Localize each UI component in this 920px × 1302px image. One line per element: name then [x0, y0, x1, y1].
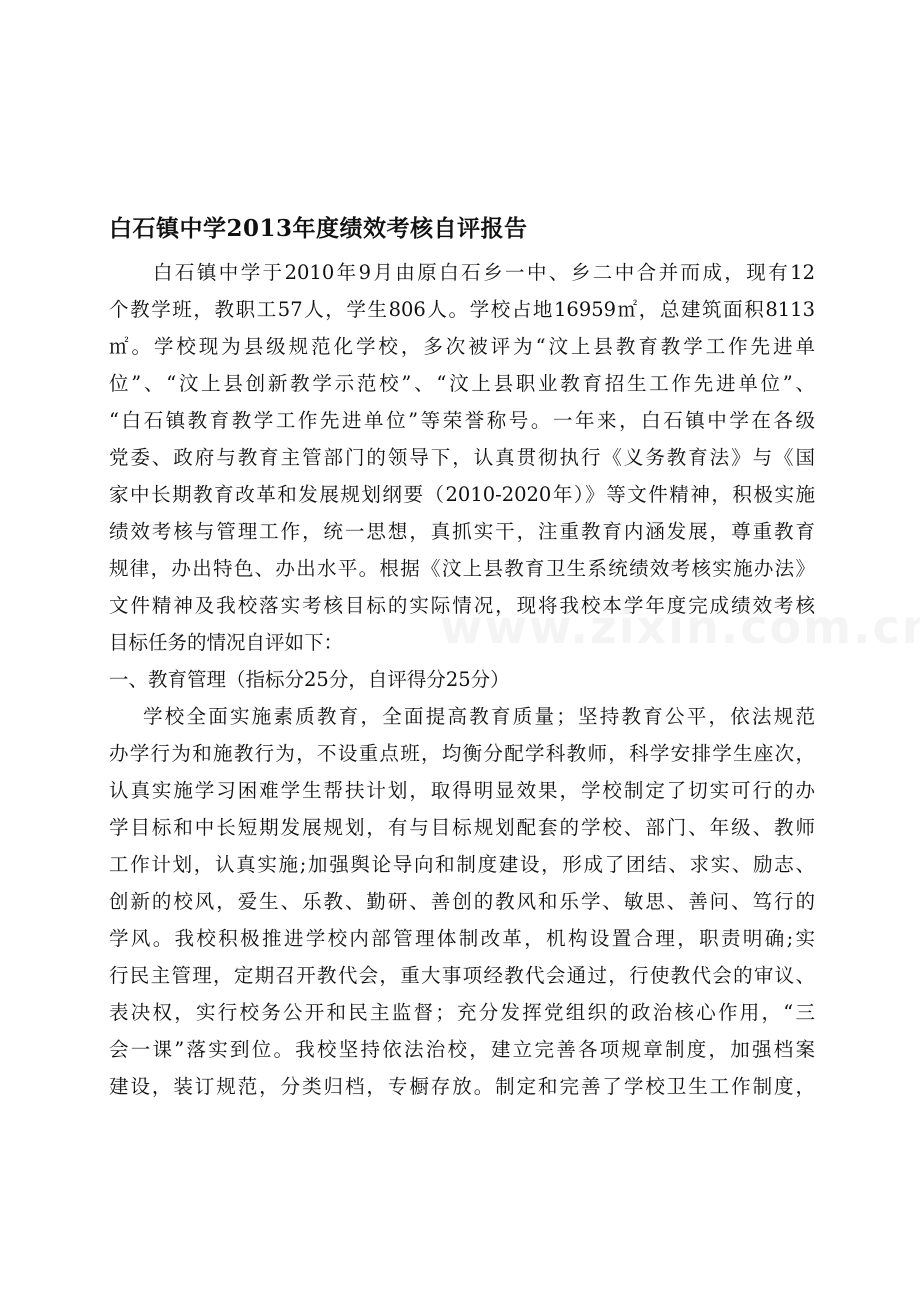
section-line: 工作计划，认真实施;加强舆论导向和制度建设，形成了团结、求实、励志、 [109, 853, 815, 876]
intro-line: 位”、“汶上县创新教学示范校”、“汶上县职业教育招生工作先进单位”、 [109, 372, 815, 395]
intro-line: 个教学班，教职工57人，学生806人。学校占地16959㎡，总建筑面积8113 [109, 298, 815, 321]
section-line: 行民主管理，定期召开教代会，重大事项经教代会通过，行使教代会的审议、 [109, 964, 815, 987]
section-line: 建设，装订规范，分类归档，专橱存放。制定和完善了学校卫生工作制度， [109, 1075, 815, 1098]
intro-line: ㎡。学校现为县级规范化学校，多次被评为“汶上县教育教学工作先进单 [109, 335, 815, 358]
intro-line: 文件精神及我校落实考核目标的实际情况，现将我校本学年度完成绩效考核 [109, 594, 815, 617]
intro-line: 目标任务的情况自评如下： [109, 631, 344, 654]
intro-line: 规律，办出特色、办出水平。根据《汶上县教育卫生系统绩效考核实施办法》 [109, 557, 815, 580]
intro-line: 绩效考核与管理工作，统一思想，真抓实干，注重教育内涵发展，尊重教育 [109, 520, 815, 543]
section-heading: 一、教育管理（指标分25分，自评得分25分） [109, 668, 510, 691]
section-line: 表决权，实行校务公开和民主监督；充分发挥党组织的政治核心作用，“三 [109, 1001, 815, 1024]
document-title: 白石镇中学2013年度绩效考核自评报告 [109, 215, 528, 242]
section-line: 认真实施学习困难学生帮扶计划，取得明显效果，学校制定了切实可行的办 [109, 779, 815, 802]
section-line: 学校全面实施素质教育，全面提高教育质量；坚持教育公平，依法规范 [143, 705, 815, 728]
intro-line: “白石镇教育教学工作先进单位”等荣誉称号。一年来，白石镇中学在各级 [109, 409, 815, 432]
intro-line: 党委、政府与教育主管部门的领导下，认真贯彻执行《义务教育法》与《国 [109, 446, 815, 469]
section-line: 会一课”落实到位。我校坚持依法治校，建立完善各项规章制度，加强档案 [109, 1038, 815, 1061]
section-line: 办学行为和施教行为，不设重点班，均衡分配学科教师，科学安排学生座次， [109, 742, 815, 765]
intro-line: 家中长期教育改革和发展规划纲要（2010-2020年）》等文件精神，积极实施 [109, 483, 815, 506]
section-line: 学目标和中长短期发展规划，有与目标规划配套的学校、部门、年级、教师 [109, 816, 815, 839]
intro-line: 白石镇中学于2010年9月由原白石乡一中、乡二中合并而成，现有12 [153, 261, 815, 284]
section-line: 学风。我校积极推进学校内部管理体制改革，机构设置合理，职责明确;实 [109, 927, 815, 950]
section-line: 创新的校风，爱生、乐教、勤研、善创的教风和乐学、敏思、善问、笃行的 [109, 890, 815, 913]
